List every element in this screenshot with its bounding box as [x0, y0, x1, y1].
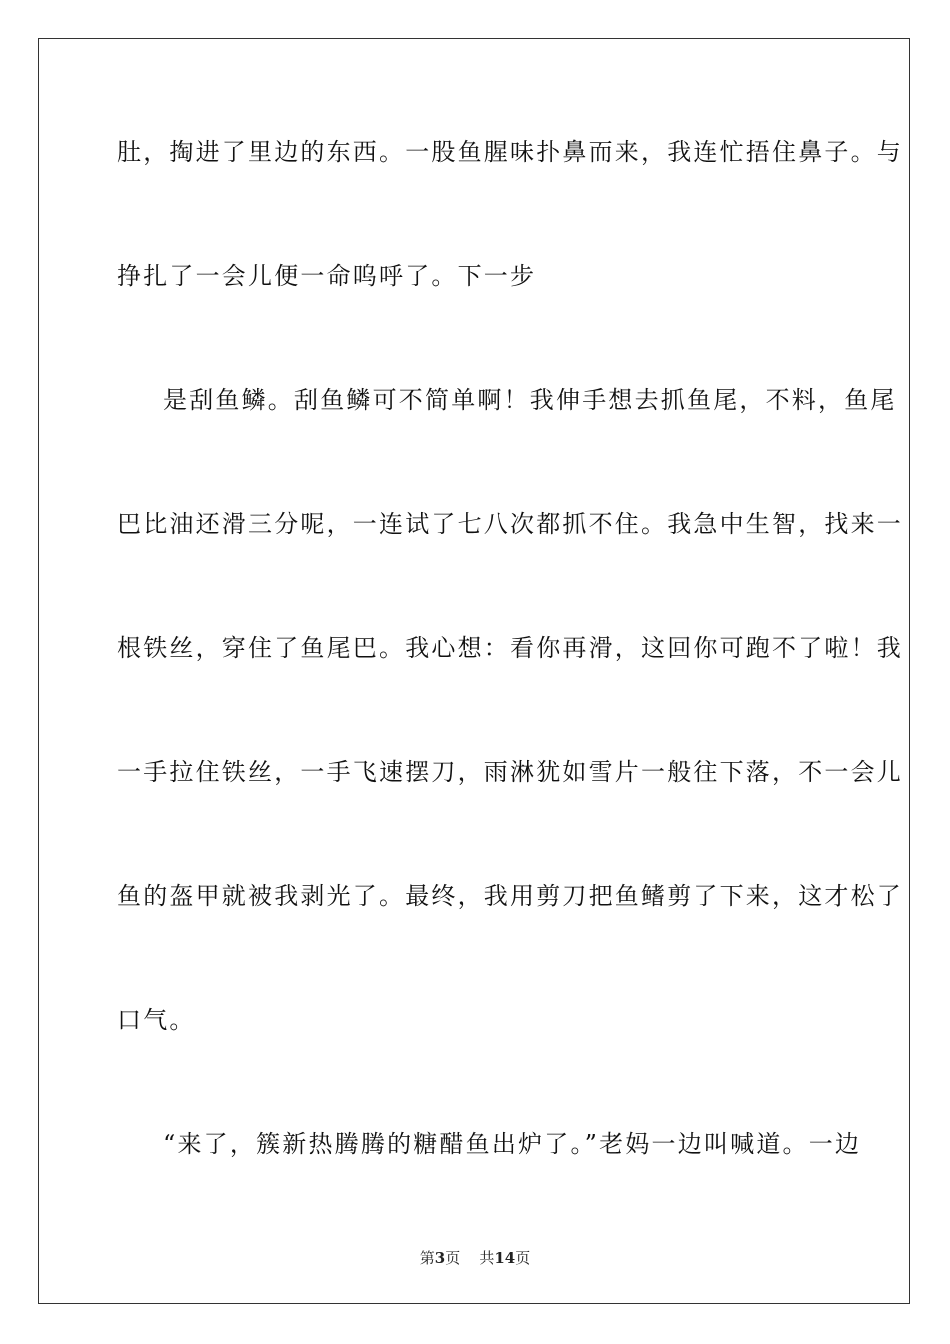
text-line-4: 巴比油还滑三分呢，一连试了七八次都抓不住。我急中生智，找来一: [117, 510, 903, 538]
page-footer: [0, 1247, 950, 1268]
page-suffix: 页: [445, 1249, 461, 1267]
total-pages: 14: [494, 1249, 516, 1267]
text-line-6: 一手拉住铁丝，一手飞速摆刀，雨淋犹如雪片一般往下落，不一会儿: [117, 758, 903, 786]
page-border: [38, 38, 910, 1304]
page-prefix: 第: [419, 1249, 435, 1267]
total-suffix: 页: [515, 1249, 531, 1267]
text-line-2: 挣扎了一会儿便一命呜呼了。下一步: [117, 262, 537, 290]
text-line-8: 口气。: [117, 1006, 196, 1034]
page-number: 3: [434, 1249, 446, 1267]
text-line-3: 是刮鱼鳞。刮鱼鳞可不简单啊！我伸手想去抓鱼尾，不料，鱼尾: [163, 386, 897, 414]
text-line-1: 肚，掏进了里边的东西。一股鱼腥味扑鼻而来，我连忙捂住鼻子。与: [117, 138, 903, 166]
text-line-7: 鱼的盔甲就被我剥光了。最终，我用剪刀把鱼鳍剪了下来，这才松了: [117, 882, 903, 910]
text-line-5: 根铁丝，穿住了鱼尾巴。我心想：看你再滑，这回你可跑不了啦！我: [117, 634, 903, 662]
total-prefix: 共: [479, 1249, 495, 1267]
text-line-9: “来了，簇新热腾腾的糖醋鱼出炉了。”老妈一边叫喊道。一边: [163, 1130, 862, 1158]
